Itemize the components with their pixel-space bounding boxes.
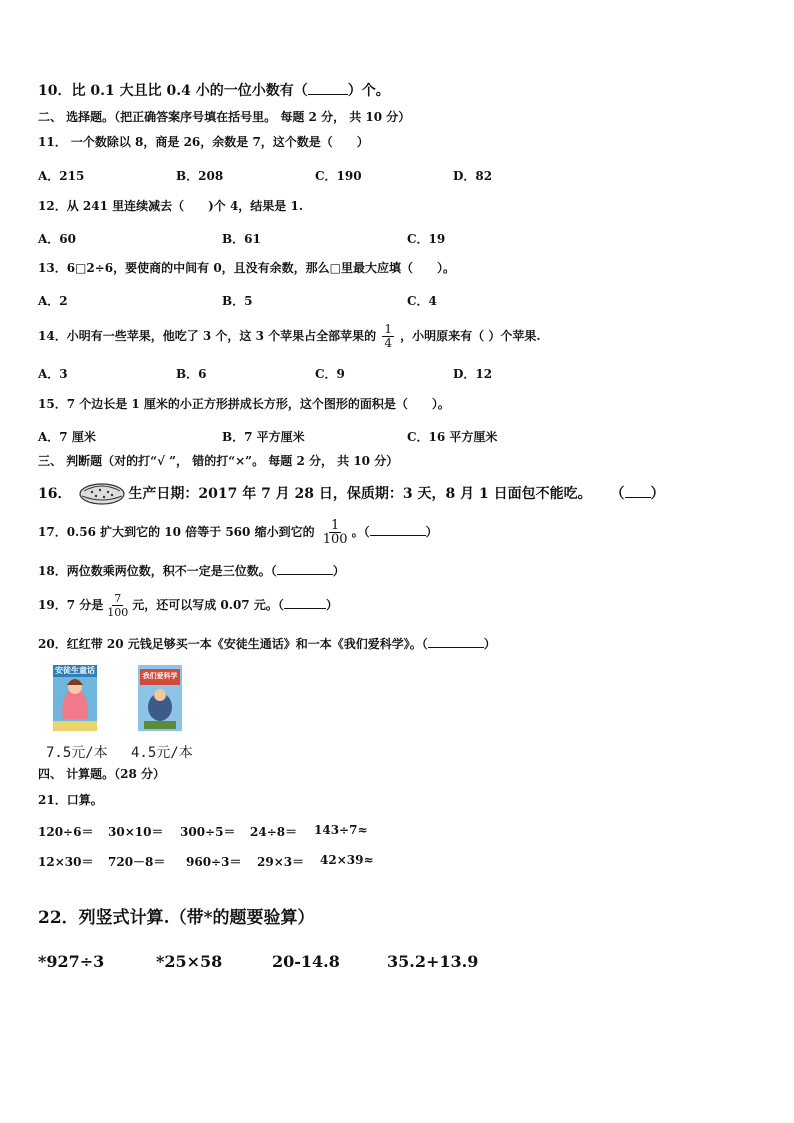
mental-calc-item: 120÷6＝: [38, 825, 94, 839]
question-13: 13．6□2÷6，要使商的中间有 0，且没有余数，那么□里最大应填（ ）。: [38, 261, 456, 275]
question-10: [38, 82, 390, 99]
q16-paren: （: [610, 486, 625, 502]
q11-option-a[interactable]: A．215: [38, 169, 85, 183]
q15-option-a[interactable]: A．7 厘米: [38, 430, 96, 444]
question-19: [38, 590, 338, 620]
fraction-denominator: 100: [107, 606, 129, 619]
q20-paren-close: ）: [483, 637, 496, 651]
question-18: [38, 562, 345, 579]
mental-calc-item: 143÷7≈: [314, 823, 368, 837]
q14-option-c[interactable]: C．9: [315, 367, 345, 381]
answer-blank[interactable]: [277, 562, 333, 575]
fraction-one-quarter: [382, 323, 394, 350]
question-22-title: 22．列竖式计算.（带*的题要验算）: [38, 908, 315, 928]
section-4-heading: 四、 计算题。（28 分）: [38, 767, 166, 781]
mental-calc-item: 960÷3＝: [186, 855, 242, 869]
q17-text: 17．0.56 扩大到它的 10 倍等于 560 缩小到它的: [38, 525, 315, 539]
mental-calc-item: 24÷8＝: [250, 825, 298, 839]
q16-text: 生产日期：2017 年 7 月 28 日，保质期：3 天，8 月 1 日面包不能吃。: [128, 486, 592, 502]
fraction-denominator: 100: [322, 532, 348, 547]
q10-suffix: ）个。: [347, 83, 390, 99]
section-3-heading: 三、 判断题（对的打“√ ”， 错的打“×”。 每题 2 分， 共 10 分）: [38, 454, 399, 468]
q12-option-c[interactable]: C．19: [407, 232, 446, 246]
question-12: 12．从 241 里连续减去（ )个 4，结果是 1.: [38, 199, 304, 213]
q19-suffix: 元，还可以写成 0.07 元。（: [132, 598, 284, 612]
q14-option-d[interactable]: D．12: [453, 367, 493, 381]
fraction-numerator: 1: [384, 322, 392, 336]
vertical-calc-item: *927÷3: [38, 952, 105, 971]
question-21-title: 21．口算。: [38, 793, 103, 807]
question-14: [38, 322, 541, 350]
q19-paren-close: ）: [325, 598, 338, 612]
q17-paren-close: ）: [425, 525, 438, 539]
bread-icon: [78, 482, 126, 506]
q11-option-c[interactable]: C．190: [315, 169, 362, 183]
question-16: [38, 482, 665, 506]
fraction-numerator: 7: [114, 592, 122, 605]
mental-calc-item: 300÷5＝: [180, 825, 236, 839]
q18-paren-close: ）: [332, 564, 345, 578]
section-2-heading: 二、 选择题。（把正确答案序号填在括号里。 每题 2 分， 共 10 分）: [38, 110, 411, 124]
answer-blank[interactable]: [625, 485, 651, 498]
mental-calc-item: 29×3＝: [257, 855, 305, 869]
q15-option-c[interactable]: C．16 平方厘米: [407, 430, 498, 444]
question-15: 15．7 个边长是 1 厘米的小正方形拼成长方形，这个图形的面积是（ ）。: [38, 397, 450, 411]
q13-option-b[interactable]: B．5: [222, 294, 253, 308]
vertical-calc-item: 35.2+13.9: [387, 952, 479, 971]
book-price-andersen: 7.5元/本: [46, 745, 108, 761]
q15-option-b[interactable]: B．7 平方厘米: [222, 430, 305, 444]
question-17: [38, 516, 438, 548]
q11-option-d[interactable]: D．82: [453, 169, 493, 183]
mental-calc-item: 720－8＝: [108, 855, 166, 869]
mental-calc-item: 12×30＝: [38, 855, 94, 869]
answer-blank[interactable]: [284, 596, 326, 609]
book-cover-science: [138, 665, 182, 731]
mental-calc-item: 42×39≈: [320, 853, 374, 867]
q14-option-a[interactable]: A．3: [38, 367, 68, 381]
q13-option-a[interactable]: A．2: [38, 294, 68, 308]
q16-number: 16．: [38, 486, 72, 502]
q11-option-b[interactable]: B．208: [176, 169, 224, 183]
q14-suffix: ，小明原来有（ ）个苹果.: [400, 329, 541, 343]
q14-option-b[interactable]: B．6: [176, 367, 207, 381]
q13-option-c[interactable]: C．4: [407, 294, 437, 308]
mental-calc-item: 30×10＝: [108, 825, 164, 839]
q20-text: 20．红红带 20 元钱足够买一本《安徒生通话》和一本《我们爱科学》。（: [38, 637, 428, 651]
q14-text: 14．小明有一些苹果，他吃了 3 个，这 3 个苹果占全部苹果的: [38, 329, 377, 343]
q18-text: 18．两位数乘两位数，积不一定是三位数。（: [38, 564, 277, 578]
question-11: 11． 一个数除以 8，商是 26，余数是 7，这个数是（ ）: [38, 135, 369, 149]
book-title: 我们爱科学: [142, 672, 178, 680]
fraction-numerator: 1: [331, 518, 340, 533]
fraction-denominator: 4: [384, 336, 392, 350]
question-20: [38, 635, 496, 652]
answer-blank[interactable]: [370, 523, 426, 536]
vertical-calc-item: *25×58: [156, 952, 223, 971]
book-price-science: 4.5元/本: [131, 745, 193, 761]
q12-option-a[interactable]: A．60: [38, 232, 77, 246]
answer-blank[interactable]: [428, 635, 484, 648]
book-cover-andersen: [53, 665, 97, 731]
vertical-calc-item: 20-14.8: [272, 952, 340, 971]
fraction-seven-hundredths: [105, 592, 130, 619]
q16-paren-close: ）: [650, 486, 665, 502]
q19-text: 19．7 分是: [38, 598, 104, 612]
q12-option-b[interactable]: B．61: [222, 232, 261, 246]
q10-text: 10．比 0.1 大且比 0.4 小的一位小数有（: [38, 83, 308, 99]
fraction-one-hundredth: [321, 519, 350, 546]
q17-suffix: 。（: [351, 525, 370, 539]
book-title: 安徒生童话: [55, 666, 95, 675]
answer-blank[interactable]: [308, 82, 348, 95]
